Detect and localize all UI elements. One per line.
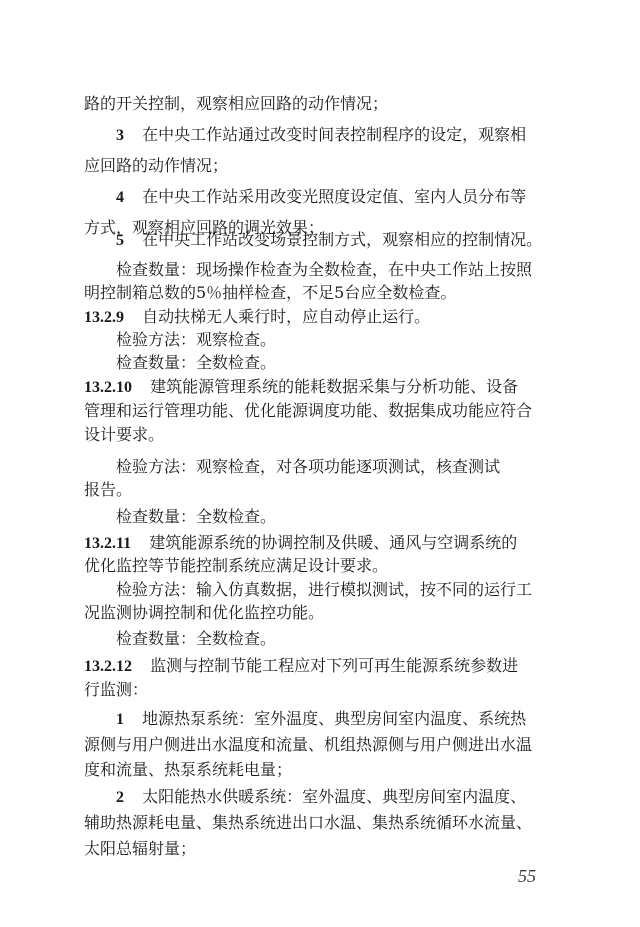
clause-number: 13.2.10 — [84, 379, 132, 396]
list-item-5 — [116, 228, 640, 252]
line-text: 度和流量、热泵系统耗电量； — [84, 760, 293, 779]
line-text: 检查数量：全数检查。 — [116, 507, 277, 526]
line-text: 检查数量：全数检查。 — [116, 353, 277, 372]
text-line-3 — [84, 154, 640, 178]
line-text: 检验方法：观察检查，对各项功能逐项测试，核查测试 — [116, 457, 501, 476]
list-item-4 — [116, 185, 640, 209]
item-number: 3 — [116, 127, 124, 144]
item-number: 2 — [116, 789, 124, 806]
text-line-21 — [84, 601, 640, 625]
line-text: 在中央工作站通过改变时间表控制程序的设定，观察相 — [142, 125, 527, 144]
text-line-19 — [84, 554, 640, 578]
text-line-11 — [116, 351, 640, 375]
line-text: 检验方法：输入仿真数据，进行模拟测试，按不同的运行工 — [116, 580, 533, 599]
text-line-10 — [116, 328, 640, 352]
text-line-27 — [84, 758, 640, 782]
line-text: 报告。 — [84, 480, 133, 499]
text-line-24 — [84, 678, 640, 702]
clause-13-2-11 — [84, 531, 640, 555]
text-line-17 — [116, 505, 640, 529]
line-text: 自动扶梯无人乘行时，应自动停止运行。 — [142, 307, 431, 326]
line-text: 在中央工作站采用改变光照度设定值、室内人员分布等 — [142, 187, 527, 206]
list-item-2 — [116, 785, 640, 809]
line-text: 监测与控制节能工程应对下列可再生能源系统参数进 — [150, 656, 519, 675]
line-text: 行监测： — [84, 680, 149, 699]
line-text: 优化监控等节能控制系统应满足设计要求。 — [84, 556, 389, 575]
line-text: 建筑能源管理系统的能耗数据采集与分析功能、设备 — [150, 377, 519, 396]
line-text: 明控制箱总数的5％抽样检查，不足5台应全数检查。 — [84, 283, 457, 302]
text-line-20 — [116, 578, 640, 602]
text-line-7 — [116, 258, 640, 282]
line-text: 太阳总辐射量； — [84, 839, 197, 858]
line-text: 辅助热源耗电量、集热系统进出口水温、集热系统循环水流量、 — [84, 813, 533, 832]
text-line-26 — [84, 733, 640, 757]
line-text: 方式，观察相应回路的调光效果； — [84, 218, 325, 237]
text-line-8 — [84, 281, 640, 305]
item-number: 4 — [116, 189, 124, 206]
line-text: 建筑能源系统的协调控制及供暖、通风与空调系统的 — [149, 533, 518, 552]
line-text: 源侧与用户侧进出水温度和流量、机组热源侧与用户侧进出水温 — [84, 735, 533, 754]
line-text: 检验方法：观察检查。 — [116, 330, 277, 349]
text-line-13 — [84, 399, 640, 423]
line-text: 检查数量：现场操作检查为全数检查，在中央工作站上按照 — [116, 260, 533, 279]
line-text: 地源热泵系统：室外温度、典型房间室内温度、系统热 — [142, 709, 527, 728]
clause-number: 13.2.11 — [84, 535, 132, 552]
clause-13-2-12 — [84, 654, 640, 678]
clause-number: 13.2.12 — [84, 658, 132, 675]
item-number: 1 — [116, 711, 124, 728]
item-number: 5 — [116, 232, 124, 249]
text-line-15 — [116, 455, 640, 479]
text-line-30 — [84, 837, 640, 861]
line-text: 在中央工作站改变场景控制方式，观察相应的控制情况。 — [142, 230, 543, 249]
line-text: 路的开关控制，观察相应回路的动作情况； — [84, 94, 389, 113]
line-text: 设计要求。 — [84, 425, 165, 444]
line-text: 检查数量：全数检查。 — [116, 629, 277, 648]
line-text: 管理和运行管理功能、优化能源调度功能、数据集成功能应符合 — [84, 401, 533, 420]
text-line-22 — [116, 627, 640, 651]
text-line-14 — [84, 423, 640, 447]
text-line-1 — [84, 92, 640, 116]
line-text: 太阳能热水供暖系统：室外温度、典型房间室内温度、 — [142, 787, 527, 806]
clause-number: 13.2.9 — [84, 309, 124, 326]
clause-13-2-9 — [84, 305, 640, 329]
clause-13-2-10 — [84, 375, 640, 399]
line-text: 应回路的动作情况； — [84, 156, 229, 175]
list-item-3 — [116, 123, 640, 147]
line-text: 况监测协调控制和优化监控功能。 — [84, 603, 325, 622]
list-item-1 — [116, 707, 640, 731]
text-line-16 — [84, 478, 640, 502]
page-number: 55 — [518, 866, 536, 886]
text-line-29 — [84, 811, 640, 835]
